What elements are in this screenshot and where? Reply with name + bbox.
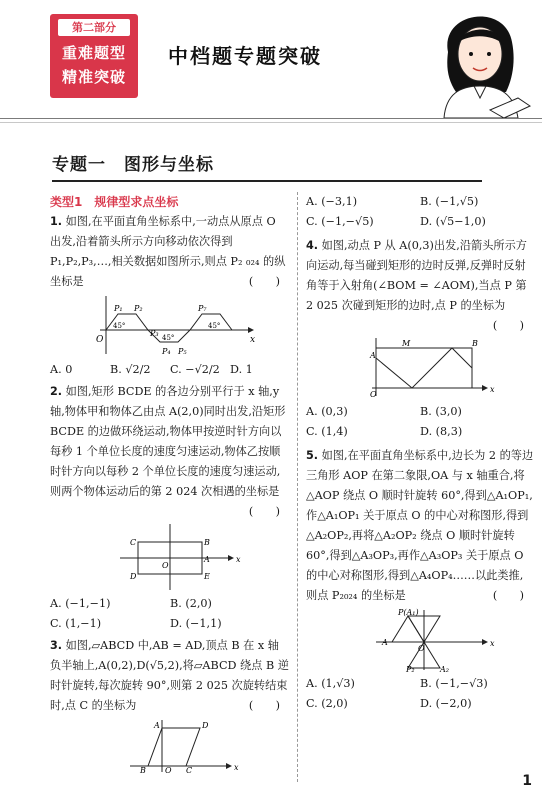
q1-option-d[interactable]: D. 1 xyxy=(230,363,253,376)
teacher-illustration xyxy=(420,2,538,118)
page-number: 1 xyxy=(522,773,532,789)
svg-text:C: C xyxy=(130,538,137,547)
question-1 xyxy=(50,212,290,292)
q1-answer-paren: ( ) xyxy=(248,275,280,288)
svg-text:P₄: P₄ xyxy=(162,347,171,356)
q3-option-a[interactable]: A. (−3,1) xyxy=(306,195,358,208)
q2-answer-paren: ( ) xyxy=(248,505,280,518)
svg-text:x: x xyxy=(490,639,495,648)
svg-text:O: O xyxy=(165,766,172,774)
topic-title: 专题一 图形与坐标 xyxy=(52,155,214,175)
svg-text:45°: 45° xyxy=(208,322,221,330)
svg-text:D: D xyxy=(202,721,209,730)
svg-text:P₃: P₃ xyxy=(150,329,159,338)
q5-option-c[interactable]: C. (2,0) xyxy=(306,697,348,710)
q5-text: 如图,在平面直角坐标系中,边长为 2 的等边三角形 AOP 在第二象限,OA 与 x 轴重合,将△AOP 绕点 O 顺时针旋转 60°,得到△A₁OP₁,作△A₁OP₁ 关于原点 O 的中心对称图形,得到△A₂OP₂,再将△A₂OP₂ 绕点 O 顺时针旋转 60°,得到△A₃OP₃,再作△A₃OP₃ 关于原点 O 的中心对称图形,得到△A₄OP₄……以此类推,则点 P₂₀₂₄ 的坐标是 xyxy=(306,449,534,602)
svg-text:A: A xyxy=(154,721,160,730)
q4-figure xyxy=(306,336,534,400)
svg-text:A: A xyxy=(204,555,210,564)
question-4 xyxy=(306,236,534,332)
q2-option-d[interactable]: D. (−1,1) xyxy=(170,617,222,630)
badge-line-2: 精准突破 xyxy=(61,68,126,86)
q2-option-b[interactable]: B. (2,0) xyxy=(170,597,212,610)
q3-answer-paren: ( ) xyxy=(248,699,280,712)
q2-figure xyxy=(50,522,290,592)
header-band xyxy=(0,0,542,118)
topic-underline xyxy=(52,180,482,182)
q4-option-b[interactable]: B. (3,0) xyxy=(420,405,462,418)
svg-text:B: B xyxy=(140,766,146,774)
svg-text:P₅: P₅ xyxy=(178,347,187,356)
svg-text:P(A₁): P(A₁) xyxy=(398,608,419,617)
svg-text:P₂: P₂ xyxy=(406,665,415,672)
header-divider xyxy=(0,118,542,119)
svg-text:x: x xyxy=(490,385,495,394)
q4-text: 如图,动点 P 从 A(0,3)出发,沿箭头所示方向运动,每当碰到矩形的边时反弹,反弹时反射角等于入射角(∠BOM = ∠AOM),当点 P 第 2 025 次碰到矩形的边时,点 P 的坐标为 xyxy=(306,239,527,312)
page-title: 中档题专题突破 xyxy=(168,44,322,68)
svg-text:A: A xyxy=(370,351,376,360)
svg-text:x: x xyxy=(250,335,256,345)
q1-option-b[interactable]: B. √2/2 xyxy=(110,363,151,376)
q4-options xyxy=(306,402,534,442)
svg-text:x: x xyxy=(234,763,239,772)
q5-option-a[interactable]: A. (1,√3) xyxy=(306,677,355,690)
svg-text:45°: 45° xyxy=(162,334,175,342)
question-2 xyxy=(50,382,290,518)
svg-text:D: D xyxy=(130,572,137,581)
svg-text:B: B xyxy=(204,538,210,547)
svg-text:C: C xyxy=(186,766,193,774)
q1-number: 1. xyxy=(50,215,63,228)
q1-option-c[interactable]: C. −√2/2 xyxy=(170,363,220,376)
q3-option-b[interactable]: B. (−1,√5) xyxy=(420,195,479,208)
q2-option-c[interactable]: C. (1,−1) xyxy=(50,617,102,630)
type-title: 类型1 规律型求点坐标 xyxy=(50,195,179,209)
q5-option-b[interactable]: B. (−1,−√3) xyxy=(420,677,488,690)
svg-text:O: O xyxy=(162,561,169,570)
svg-text:45°: 45° xyxy=(113,322,126,330)
q2-number: 2. xyxy=(50,385,63,398)
header-divider-thin xyxy=(0,122,542,123)
q5-option-d[interactable]: D. (−2,0) xyxy=(420,697,472,710)
q5-number: 5. xyxy=(306,449,319,462)
q4-answer-paren: ( ) xyxy=(492,319,524,332)
svg-text:P₁: P₁ xyxy=(114,304,123,313)
q1-figure xyxy=(50,294,290,358)
left-column xyxy=(50,192,290,776)
q2-option-a[interactable]: A. (−1,−1) xyxy=(50,597,111,610)
q1-option-a[interactable]: A. 0 xyxy=(50,363,73,376)
svg-text:M: M xyxy=(402,339,411,348)
svg-text:O: O xyxy=(418,644,425,653)
q1-text: 如图,在平面直角坐标系中,一动点从原点 O 出发,沿着箭头所示方向移动依次得到 P₁,P₂,P₃,…,相关数据如图所示,则点 P₂ ₀₂₄ 的纵坐标是 xyxy=(50,215,286,288)
question-3 xyxy=(50,636,290,716)
q2-text: 如图,矩形 BCDE 的各边分别平行于 x 轴,y 轴,物体甲和物体乙由点 A(2,0)同时出发,沿矩形 BCDE 的边做环绕运动,物体甲按逆时针方向以每秒 1 个单位长度的速度匀速运动,物体乙按顺时针方向以每秒 2 个单位长度的速度匀速运动,则两个物体运动后的第 2 024 次相遇的坐标是 xyxy=(50,385,286,498)
q3-option-d[interactable]: D. (√5−1,0) xyxy=(420,215,486,228)
svg-text:P₇: P₇ xyxy=(198,304,207,313)
svg-text:P₂: P₂ xyxy=(134,304,143,313)
badge-line-1: 重难题型 xyxy=(61,44,126,62)
right-column xyxy=(306,192,534,714)
q5-figure xyxy=(306,608,534,672)
q3-number: 3. xyxy=(50,639,63,652)
q4-option-c[interactable]: C. (1,4) xyxy=(306,425,348,438)
question-5 xyxy=(306,446,534,606)
q1-options xyxy=(50,360,290,380)
svg-text:x: x xyxy=(236,555,241,564)
q3-text: 如图,▱ABCD 中,AB = AD,顶点 B 在 x 轴负半轴上,A(0,2),D(√5,2),将▱ABCD 绕点 B 逆时针旋转,每次旋转 90°,则第 2 025 次旋转结束时,点 C 的坐标为 xyxy=(50,639,289,712)
badge-part-label: 第二部分 xyxy=(58,19,130,36)
q4-number: 4. xyxy=(306,239,319,252)
svg-text:E: E xyxy=(204,572,210,581)
q4-option-d[interactable]: D. (8,3) xyxy=(420,425,463,438)
q4-option-a[interactable]: A. (0,3) xyxy=(306,405,348,418)
section-badge xyxy=(50,14,138,98)
svg-text:B: B xyxy=(472,339,478,348)
svg-text:A: A xyxy=(382,638,388,647)
q3-option-c[interactable]: C. (−1,−√5) xyxy=(306,215,374,228)
column-divider xyxy=(297,192,298,782)
svg-text:O: O xyxy=(370,390,377,399)
svg-text:O: O xyxy=(96,335,104,345)
q5-answer-paren: ( ) xyxy=(492,589,524,602)
svg-text:A₂: A₂ xyxy=(440,665,449,672)
q3-figure xyxy=(50,718,290,774)
q3-options xyxy=(306,192,534,232)
q5-options xyxy=(306,674,534,714)
q2-options xyxy=(50,594,290,634)
